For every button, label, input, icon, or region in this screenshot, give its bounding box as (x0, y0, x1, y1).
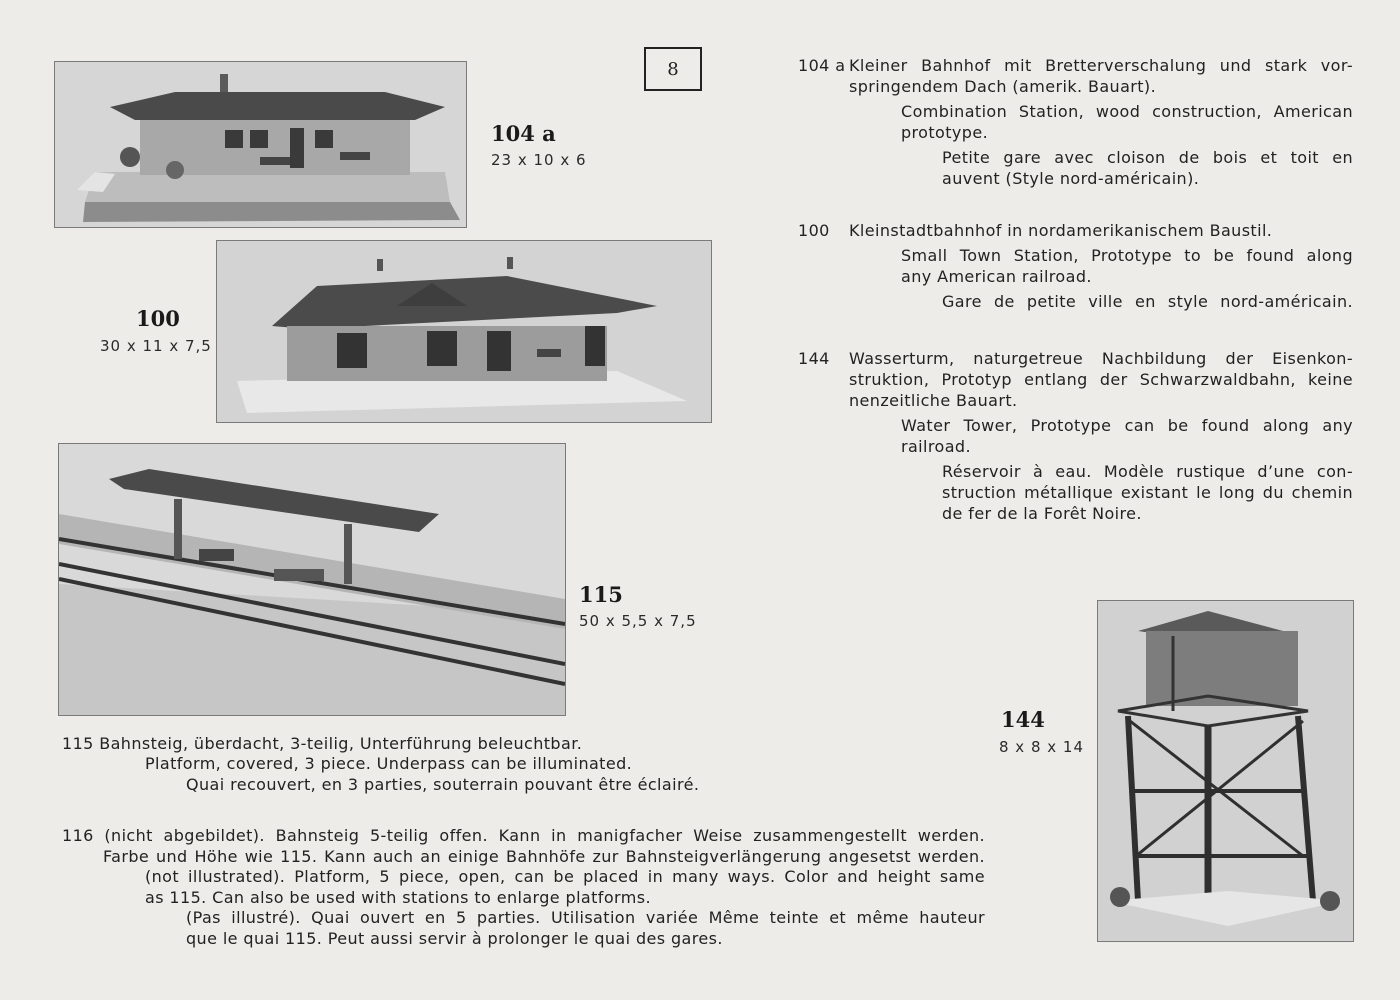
photo-144-water-tower (1097, 600, 1354, 942)
desc-116-line-6: que le quai 115. Peut aussi servir à prolonger le quai des gares. (186, 929, 723, 948)
photo-104a-station (54, 61, 467, 228)
desc-144-fr-2: struction métallique existant le long du chemin (942, 483, 1353, 502)
desc-104a-fr-1: Petite gare avec cloison de bois et toit en (942, 148, 1353, 167)
desc-144-en-1: Water Tower, Prototype can be found along any (901, 416, 1353, 435)
desc-104a-en-1: Combination Station, wood construction, American (901, 102, 1353, 121)
desc-100-en-1: Small Town Station, Prototype to be found along (901, 246, 1353, 265)
photo-100-station (216, 240, 712, 423)
item-dimensions-100: 30 x 11 x 7,5 (100, 337, 212, 355)
desc-144-de-2: struktion, Prototyp entlang der Schwarzwaldbahn, keine (849, 370, 1353, 389)
desc-144-de-3: nenzeitliche Bauart. (849, 391, 1018, 410)
item-dimensions-104a: 23 x 10 x 6 (491, 151, 587, 169)
desc-116-line-5: (Pas illustré). Quai ouvert en 5 parties. Utilisation variée Même teinte et même hauteur (186, 908, 985, 927)
item-number-115: 115 (579, 582, 623, 607)
item-dimensions-115: 50 x 5,5 x 7,5 (579, 612, 697, 630)
platform-115-illustration (59, 444, 565, 715)
desc-104a-en-2: prototype. (901, 123, 989, 142)
desc-104a-de-1: Kleiner Bahnhof mit Bretterverschalung und stark vor- (849, 56, 1353, 75)
page-number: 8 (644, 47, 702, 91)
desc-100-en-2: any American railroad. (901, 267, 1092, 286)
desc-104a-fr-2: auvent (Style nord-américain). (942, 169, 1200, 188)
desc-116-line-1: 116 (nicht abgebildet). Bahnsteig 5-teilig offen. Kann in manigfacher Weise zusammengestellt werden. (62, 826, 985, 845)
desc-104a-de-2: springendem Dach (amerik. Bauart). (849, 77, 1157, 96)
desc-100-de-1: Kleinstadtbahnhof in nordamerikanischem Baustil. (849, 221, 1273, 240)
desc-115-en: Platform, covered, 3 piece. Underpass can be illuminated. (145, 754, 633, 773)
desc-144-de-1: Wasserturm, naturgetreue Nachbildung der Eisenkon- (849, 349, 1353, 368)
photo-115-platform (58, 443, 566, 716)
desc-115-fr: Quai recouvert, en 3 parties, souterrain pouvant être éclairé. (186, 775, 700, 794)
station-100-illustration (217, 241, 711, 422)
desc-116-line-4: as 115. Can also be used with stations to enlarge platforms. (145, 888, 651, 907)
desc-144-fr-1: Réservoir à eau. Modèle rustique d’une con- (942, 462, 1353, 481)
item-dimensions-144: 8 x 8 x 14 (999, 738, 1084, 756)
desc-100-label: 100 (798, 221, 830, 240)
desc-100-fr-1: Gare de petite ville en style nord-américain. (942, 292, 1353, 311)
water-tower-144-illustration (1098, 601, 1353, 941)
desc-115-de: 115 Bahnsteig, überdacht, 3-teilig, Unterführung beleuchtbar. (62, 734, 583, 753)
desc-116-line-3: (not illustrated). Platform, 5 piece, open, can be placed in many ways. Color and height same (145, 867, 985, 886)
station-104a-illustration (55, 62, 466, 227)
desc-104a-label: 104 a (798, 56, 846, 75)
item-number-100: 100 (136, 306, 180, 331)
desc-116-line-2: Farbe und Höhe wie 115. Kann auch an einige Bahnhöfe zur Bahnsteigverlängerung angesetst werden. (103, 847, 985, 866)
item-number-104a: 104 a (491, 121, 556, 146)
desc-144-label: 144 (798, 349, 830, 368)
desc-144-en-2: railroad. (901, 437, 971, 456)
item-number-144: 144 (1001, 707, 1045, 732)
desc-144-fr-3: de fer de la Forêt Noire. (942, 504, 1142, 523)
